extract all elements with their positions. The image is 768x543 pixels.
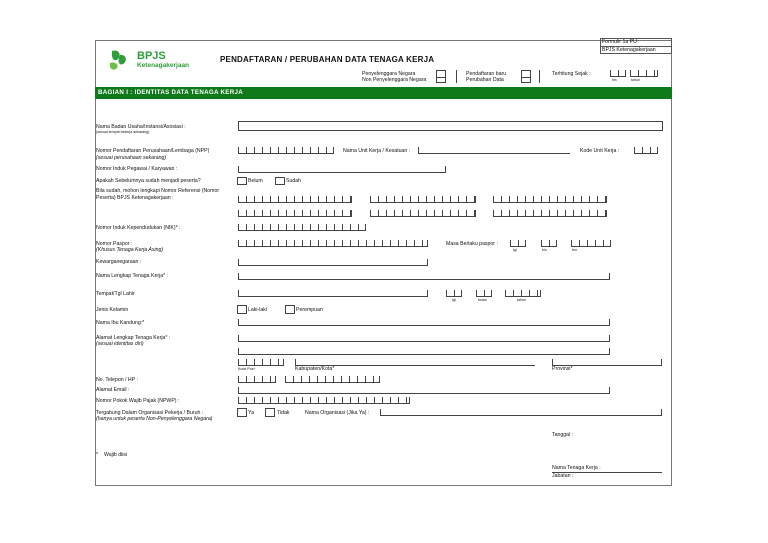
belum-checkbox[interactable] [237,177,247,185]
paspor-label: Nomor Paspor : [96,241,133,247]
laki-checkbox[interactable] [237,305,247,314]
lahir-bulan-input[interactable] [476,290,492,297]
jabatan-label: Jabatan : [552,473,574,479]
nama-badan-input[interactable] [238,121,663,131]
form-code-line1: Formulir 1a PU [602,39,637,45]
belum-label: Belum [248,178,263,184]
since-bln-label: bln [612,78,617,82]
nip-label: Nomor Induk Pegawai / Karyawan : [96,166,178,172]
masa-tgl-input[interactable] [510,240,526,247]
kewarganegaraan-label: Kewarganegaraan : [96,259,142,265]
kewarganegaraan-input[interactable] [238,259,428,266]
telepon-kode-input[interactable] [238,376,276,383]
masa-bln-label: bln [542,248,547,252]
bpjs-logo-icon [106,49,136,71]
since-year-field[interactable] [630,70,658,77]
nama-tenaga-label: Nama Tenaga Kerja : [552,465,601,471]
referensi-input-3[interactable] [493,196,607,203]
alamat-input-2[interactable] [238,348,610,355]
kode-pos-input[interactable] [238,359,284,366]
referensi-input-6[interactable] [493,210,607,217]
paspor-note: (Khusus Tenaga Kerja Asing) [96,247,164,253]
provinsi-input[interactable] [552,359,662,366]
section-title: BAGIAN I : IDENTITAS DATA TENAGA KERJA [98,89,243,96]
provinsi-label: Provinsi* [552,366,573,372]
lahir-tgl-label: tgl [452,298,456,302]
organisasi-label-2: (hanya untuk peserta Non-Penyelenggara Negara) [96,416,213,422]
section-header [95,87,672,99]
jenis-kelamin-label: Jenis Kelamin [96,307,129,313]
option-pendaftaran-baru: Pendaftaran baru [466,71,507,77]
unit-kerja-label: Nama Unit Kerja / Kesatuan : [343,148,411,154]
sebelumnya-label: Apakah Sebelumnya sudah menjadi peserta? [96,178,201,184]
option2-checkbox[interactable] [521,70,531,83]
nik-input[interactable] [238,224,366,231]
npwp-input[interactable] [238,397,410,404]
since-label: Terhitung Sejak : [552,71,591,77]
referensi-input-5[interactable] [370,210,476,217]
nama-badan-label: Nama Badan Usaha/Instansi/Asosiasi : [96,124,186,130]
masa-bln-input[interactable] [541,240,557,247]
form-code-line2: BPJS Ketenagakerjaan [602,47,656,53]
perempuan-checkbox[interactable] [285,305,295,314]
nama-organisasi-input[interactable] [380,409,662,416]
tidak-label: Tidak [277,410,290,416]
nama-lengkap-input[interactable] [238,273,610,280]
unit-kerja-input[interactable] [418,147,570,154]
kabupaten-input[interactable] [295,359,535,366]
option-penyelenggara: Penyelenggara Negara [362,71,416,77]
perempuan-label: Perempuan [296,307,323,313]
option-perubahan-data: Perubahan Data [466,77,504,83]
wajib-note: Wajib diisi [104,452,128,458]
masa-tgl-label: tgl [513,248,517,252]
ibu-kandung-input[interactable] [238,319,610,326]
lahir-bulan-label: bulan [478,298,487,302]
laki-label: Laki-laki [248,307,268,313]
header-divider-2 [539,70,540,83]
logo-text-bottom: Ketenagakerjaan [137,62,190,69]
npp-label: Nomor Pendaftaran Perusahaan/Lembaga (NPP) [96,148,210,154]
ibu-kandung-label: Nama Ibu Kandung:* [96,320,145,326]
since-tahun-label: tahun [631,78,640,82]
email-input[interactable] [238,387,610,394]
lahir-tahun-label: tahun [517,298,526,302]
masa-thn-label: thn [572,248,577,252]
alamat-label: Alamat Lengkap Tenaga Kerja* : [96,335,171,341]
ya-checkbox[interactable] [237,408,247,417]
option1-checkbox[interactable] [436,70,446,83]
lahir-tgl-input[interactable] [446,290,462,297]
masa-berlaku-label: Masa Berlaku paspor : [446,241,498,247]
email-label: Alamat Email : [96,387,130,393]
header-divider [456,70,457,83]
kabupaten-label: Kabupaten/Kota* [295,366,335,372]
alamat-note: (sesuai identitas diri) [96,341,144,347]
nip-input[interactable] [238,166,446,173]
referensi-label-1: Bila sudah, mohon lengkapi Nomor Referensi (Nomor [96,188,220,194]
lahir-tahun-input[interactable] [505,290,541,297]
since-month-field[interactable] [610,70,626,77]
kode-pos-label: Kode Pos* [238,367,255,371]
referensi-input-2[interactable] [370,196,476,203]
nama-organisasi-label: Nama Organisasi (Jika Ya) : [305,410,370,416]
npp-input[interactable] [238,147,334,154]
tidak-checkbox[interactable] [265,408,275,417]
organisasi-label-1: Tergabung Dalam Organisasi Pekerja / Buruh : [96,410,204,416]
referensi-input-4[interactable] [238,210,352,217]
sudah-checkbox[interactable] [275,177,285,185]
kode-unit-label: Kode Unit Kerja : [580,148,620,154]
telepon-nomor-input[interactable] [285,376,380,383]
tempat-lahir-input[interactable] [238,290,428,297]
referensi-input-1[interactable] [238,196,352,203]
sudah-label: Sudah [286,178,302,184]
nik-label: Nomor Induk Kependudukan (NIK)* : [96,225,181,231]
masa-thn-input[interactable] [571,240,611,247]
wajib-star: * [96,452,99,458]
tanggal-label: Tanggal : [552,432,574,438]
logo-text-top: BPJS [137,50,166,62]
npwp-label: Nomor Pokok Wajib Pajak (NPWP) : [96,398,180,404]
npp-note: (sesuai perusahaan sekarang) [96,155,167,161]
nama-lengkap-label: Nama Lengkap Tenaga Kerja* : [96,273,169,279]
nama-badan-note: (sesuai tempat bekerja sekarang) [96,130,150,134]
ya-label: Ya [248,410,254,416]
page-title: PENDAFTARAN / PERUBAHAN DATA TENAGA KERJA [220,55,435,64]
kode-unit-input[interactable] [634,147,658,154]
tempat-tgl-label: Tempat/Tgl Lahir [96,291,135,297]
alamat-input-1[interactable] [238,335,610,342]
paspor-input[interactable] [238,240,428,247]
option-non-penyelenggara: Non Penyelenggara Negara [362,77,427,83]
telepon-label: No. Telepon / HP : [96,377,138,383]
referensi-label-2: Peserta) BPJS Ketenagakerjaan : [96,195,174,201]
